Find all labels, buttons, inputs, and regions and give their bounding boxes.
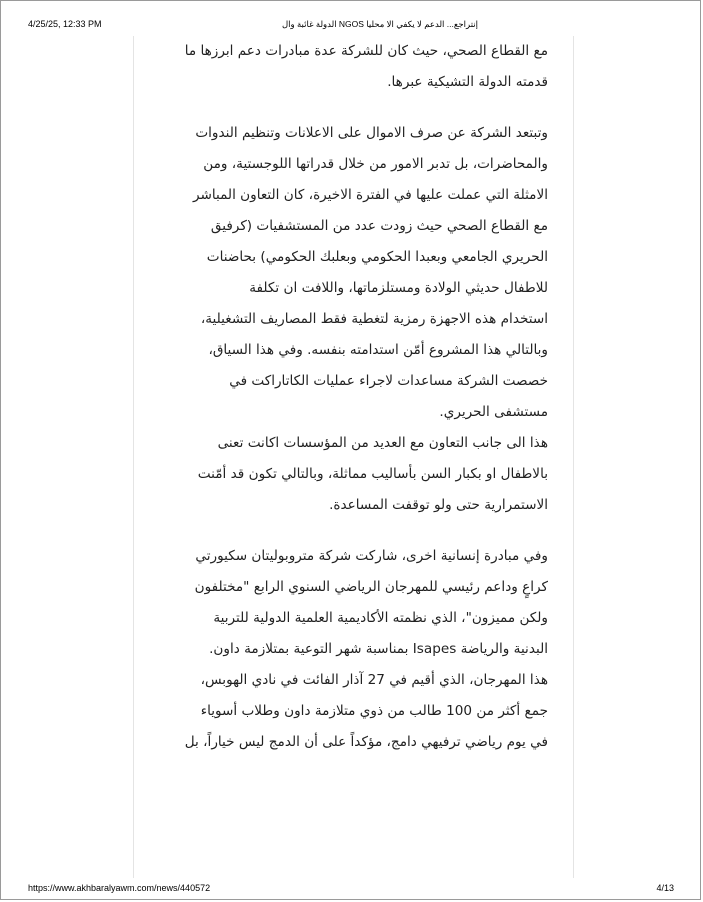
article-line: الاستمرارية حتى ولو توقفت المساعدة.: [329, 497, 548, 513]
article-line: مستشفى الحريري.: [439, 404, 548, 420]
column-divider-right: [573, 36, 574, 878]
article-line: بالاطفال او بكبار السن بأساليب مماثلة، وبالتالي تكون قد أمّنت: [197, 466, 548, 482]
article-line: مع القطاع الصحي حيث زودت عدد من المستشفيات (كرفيق: [210, 218, 548, 234]
article-line: وفي مبادرة إنسانية اخرى، شاركت شركة متروبوليتان سكيورتي: [195, 548, 548, 564]
article-line: خصصت الشركة مساعدات لاجراء عمليات الكاتاراكت في: [229, 373, 548, 389]
article-paragraph: [150, 36, 548, 98]
article-line: الامثلة التي عملت عليها في الفترة الاخيرة، كان التعاون المباشر: [192, 187, 548, 203]
page-number: 4/13: [656, 883, 674, 893]
article-paragraph: [150, 118, 548, 521]
article-line: وبالتالي هذا المشروع أمّن استدامته بنفسه. وفي هذا السياق،: [208, 342, 548, 358]
article-line: كراعٍ وداعم رئيسي للمهرجان الرياضي السنوي الرابع "مختلفون: [194, 579, 548, 595]
article-line: جمع أكثر من 100 طالب من ذوي متلازمة داون وطلاب أسوياء: [200, 703, 548, 719]
article-line: والمحاضرات، بل تدبر الامور من خلال قدراتها اللوجستية، ومن: [203, 156, 548, 172]
article-body: [150, 36, 548, 758]
document-title: إنتراجع... الدعم لا يكفي الا محليا NGOS الدولة غائبة وال: [282, 19, 478, 29]
source-url[interactable]: https://www.akhbaralyawm.com/news/440572: [28, 883, 211, 893]
article-line: وتبتعد الشركة عن صرف الاموال على الاعلانات وتنظيم الندوات: [195, 125, 548, 141]
paragraph-spacer: [150, 98, 548, 118]
article-line: البدنية والرياضة Isapes بمناسبة شهر التوعية بمتلازمة داون.: [209, 641, 548, 657]
article-line: هذا المهرجان، الذي أقيم في 27 آذار الفائت في نادي الهوبس،: [200, 672, 548, 688]
paragraph-spacer: [150, 521, 548, 541]
article-line: للاطفال حديثي الولادة ومستلزماتها، واللافت ان تكلفة: [249, 280, 548, 296]
article-paragraph: [150, 541, 548, 758]
print-date: 4/25/25, 12:33 PM: [28, 19, 102, 29]
article-line: ولكن مميزون"، الذي نظمته الأكاديمية العلمية الدولية للتربية: [213, 610, 548, 626]
article-line: مع القطاع الصحي، حيث كان للشركة عدة مبادرات دعم ابرزها ما: [184, 43, 548, 59]
article-line: في يوم رياضي ترفيهي دامج، مؤكداً على أن الدمج ليس خياراً، بل: [184, 734, 548, 750]
column-divider-left: [133, 36, 134, 878]
article-line: هذا الى جانب التعاون مع العديد من المؤسسات اكانت تعنى: [217, 435, 548, 451]
article-line: الحريري الجامعي وبعبدا الحكومي وبعلبك الحكومي) بحاضنات: [206, 249, 548, 265]
article-line: استخدام هذه الاجهزة رمزية لتغطية فقط المصاريف التشغيلية،: [200, 311, 548, 327]
article-line: قدمته الدولة التشيكية عبرها.: [387, 74, 548, 90]
